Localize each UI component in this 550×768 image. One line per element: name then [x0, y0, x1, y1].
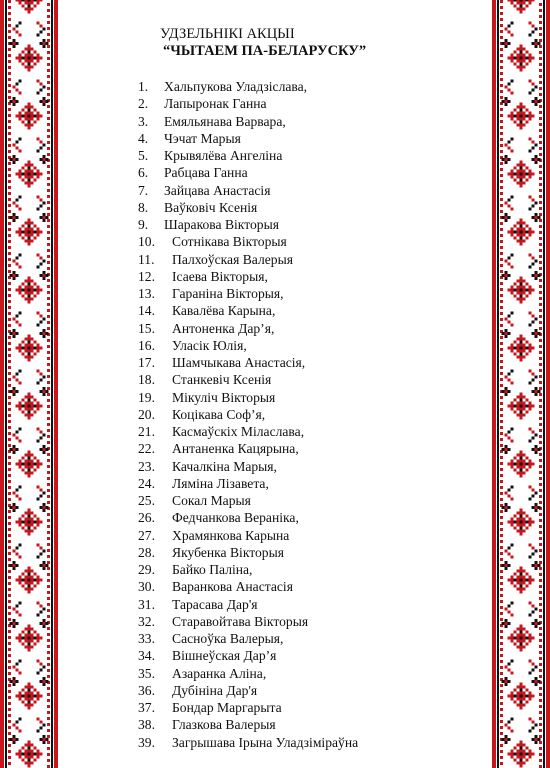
list-item-number: 7. [138, 182, 149, 198]
list-item-number: 36. [138, 682, 155, 698]
list-item [128, 630, 358, 647]
left-ornament-border [0, 0, 58, 768]
participant-name: Байко Паліна, [172, 562, 253, 577]
participant-name: Тарасава Дар'я [172, 596, 258, 612]
list-item-number: 22. [138, 441, 155, 457]
list-item [128, 665, 358, 682]
list-item [128, 285, 358, 302]
list-item-number: 1. [138, 79, 149, 94]
list-item-number: 17. [138, 355, 155, 370]
participant-name: Касмаўскіх Міласлава, [172, 424, 305, 439]
participant-name: Варанкова Анастасія [172, 579, 293, 595]
participant-name: Бондар Маргарыта [172, 700, 282, 715]
list-item-number: 5. [138, 148, 149, 163]
participant-name: Сасноўка Валерыя, [172, 631, 284, 646]
participant-list [128, 78, 358, 751]
participant-name: Коцікава Соф’я, [172, 406, 266, 422]
list-item-number: 39. [138, 734, 155, 750]
participant-name: Лапыронак Ганна [164, 96, 267, 112]
list-item [128, 371, 358, 388]
list-item [128, 302, 358, 319]
list-item [128, 699, 358, 716]
list-item-number: 28. [138, 544, 155, 560]
list-item-number: 20. [138, 406, 155, 422]
list-item-number: 18. [138, 372, 155, 388]
participant-name: Антоненка Дар’я, [172, 320, 275, 336]
list-item [128, 734, 358, 751]
list-item [128, 216, 358, 233]
list-item-number: 12. [138, 268, 155, 284]
list-item [128, 268, 358, 285]
participant-name: Ляміна Лізавета, [172, 475, 269, 491]
list-item-number: 10. [138, 234, 155, 250]
list-item [128, 320, 358, 337]
list-item [128, 182, 358, 199]
list-item [128, 113, 358, 130]
list-item-number: 38. [138, 717, 155, 733]
list-item-number: 30. [138, 579, 155, 595]
list-item-number: 14. [138, 303, 155, 319]
list-item-number: 19. [138, 389, 155, 405]
list-item-number: 23. [138, 458, 155, 474]
participant-name: Якубенка Вікторыя [172, 544, 284, 560]
list-item-number: 6. [138, 165, 149, 181]
list-item-number: 21. [138, 424, 155, 439]
list-item [128, 613, 358, 630]
participant-name: Хальпукова Уладзіслава, [164, 79, 308, 94]
list-item-number: 25. [138, 493, 155, 508]
participant-name: Уласік Юлія, [172, 337, 247, 353]
list-item-number: 13. [138, 286, 155, 301]
list-item [128, 199, 358, 216]
list-item-number: 34. [138, 648, 155, 664]
list-item-number: 15. [138, 320, 155, 336]
participant-name: Сотнікава Вікторыя [172, 234, 287, 250]
list-item-number: 3. [138, 113, 149, 129]
list-item-number: 32. [138, 613, 155, 629]
list-item [128, 78, 358, 95]
participant-name: Чэчат Марыя [164, 130, 241, 146]
list-item-number: 9. [138, 217, 149, 232]
participant-name: Палхоўская Валерыя [172, 251, 293, 267]
participant-name: Федчанкова Вераніка, [172, 510, 299, 526]
participant-name: Шамчыкава Анастасія, [172, 355, 306, 370]
participant-name: Сокал Марыя [172, 493, 251, 508]
participant-name: Станкевіч Ксенія [172, 372, 272, 388]
participant-name: Храмянкова Карына [172, 527, 290, 543]
list-item [128, 389, 358, 406]
list-item-number: 35. [138, 665, 155, 681]
participant-name: Старавойтава Вікторыя [172, 613, 309, 629]
list-item [128, 682, 358, 699]
participant-name: Вішнеўская Дар’я [172, 648, 277, 664]
ornament-pattern [0, 0, 58, 768]
participant-name: Глазкова Валерыя [172, 717, 276, 733]
ornament-pattern [492, 0, 550, 768]
list-item [128, 147, 358, 164]
participant-name: Кавалёва Карына, [172, 303, 276, 319]
participant-name: Зайцава Анастасія [164, 182, 271, 198]
list-item [128, 95, 358, 112]
list-item [128, 509, 358, 526]
list-item [128, 233, 358, 250]
participant-name: Азаранка Аліна, [172, 665, 267, 681]
list-item-number: 8. [138, 199, 149, 215]
list-item [128, 458, 358, 475]
list-item-number: 24. [138, 475, 155, 491]
list-item-number: 27. [138, 527, 155, 543]
list-item-number: 31. [138, 596, 155, 612]
list-item-number: 29. [138, 562, 155, 577]
page-title: УДЗЕЛЬНІКІ АКЦЫІ [160, 26, 295, 42]
participant-name: Дубініна Дар'я [172, 682, 258, 698]
list-item [128, 475, 358, 492]
participant-name: Антаненка Кацярына, [172, 441, 299, 457]
list-item [128, 561, 358, 578]
list-item [128, 164, 358, 181]
participant-name: Ісаева Вікторыя, [172, 268, 268, 284]
list-item [128, 423, 358, 440]
list-item-number: 37. [138, 700, 155, 715]
participant-name: Ваўковіч Ксенія [164, 199, 258, 215]
participant-name: Мікуліч Вікторыя [172, 389, 276, 405]
list-item-number: 4. [138, 130, 149, 146]
participant-name: Гараніна Вікторыя, [172, 286, 284, 301]
list-item [128, 130, 358, 147]
list-item [128, 440, 358, 457]
right-ornament-border [492, 0, 550, 768]
list-item [128, 527, 358, 544]
list-item [128, 716, 358, 733]
participant-name: Рабцава Ганна [164, 165, 248, 181]
participant-name: Качалкіна Марыя, [172, 458, 277, 474]
list-item-number: 11. [138, 251, 155, 267]
list-item [128, 647, 358, 664]
list-item-number: 2. [138, 96, 149, 112]
list-item-number: 26. [138, 510, 155, 526]
list-item [128, 578, 358, 595]
participant-name: Шаракова Вікторыя [164, 217, 279, 232]
list-item [128, 596, 358, 613]
list-item [128, 544, 358, 561]
list-item [128, 492, 358, 509]
list-item [128, 337, 358, 354]
list-item [128, 354, 358, 371]
participant-name: Крывялёва Ангеліна [164, 148, 283, 163]
list-item-number: 33. [138, 631, 155, 646]
participant-name: Емяльянава Варвара, [164, 113, 286, 129]
list-item [128, 406, 358, 423]
list-item-number: 16. [138, 337, 155, 353]
participant-name: Загрышава Ірына Уладзіміраўна [172, 734, 359, 750]
list-item [128, 251, 358, 268]
page-subtitle: “ЧЫТАЕМ ПА-БЕЛАРУСКУ” [163, 43, 367, 59]
